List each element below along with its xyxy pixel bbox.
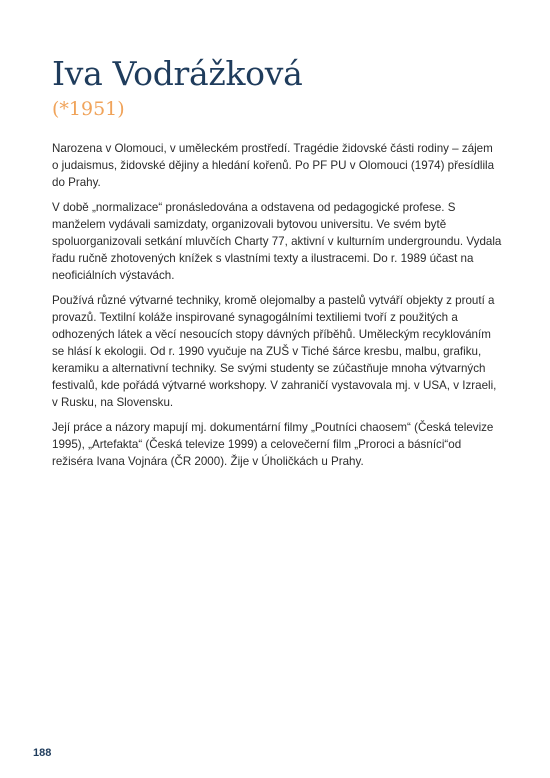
biography-paragraph: Používá různé výtvarné techniky, kromě olejomalby a pastelů vytváří objekty z proutí a provazů. Textilní koláže inspirované synagogálními textiliemi tvoří z použitých a odhozených látek a věcí nesoucích stopy dávných příběhů. Uměleckým recyklováním se hlásí k ekologii. Od r. 1990 vyučuje na ZUŠ v Tiché šárce kresbu, malbu, grafiku, keramiku a alternativní techniky. Se svými studenty se zúčastňuje mnoha výtvarných festivalů, kde pořádá výtvarné workshopy. V zahraničí vystavovala mj. v USA, v Izraeli, v Rusku, na Slovensku. [52,294,497,409]
biography-text [52,140,502,478]
person-name-heading: Iva Vodrážková [52,54,303,93]
biography-paragraph: Narozena v Olomouci, v uměleckém prostředí. Tragédie židovské části rodiny – zájem o judaismus, židovské dějiny a hledání kořenů. Po PF PU v Olomouci (1974) přesídlila do Prahy. [52,142,495,189]
birth-year: (*1951) [52,98,125,120]
page-number: 188 [33,747,52,759]
biography-paragraph: Její práce a názory mapují mj. dokumentární filmy „Poutníci chaosem“ (Česká televize 1995), „Artefakta“ (Česká televize 1999) a celovečerní film „Proroci a básníci“od režiséra Ivana Vojnára (ČR 2000). Žije v Úholičkách u Prahy. [52,421,494,468]
biography-paragraph: V době „normalizace“ pronásledována a odstavena od pedagogické profese. S manželem vydávali samizdaty, organizovali bytovou universitu. Ve svém bytě spoluorganizovali setkání mluvčích Charty 77, aktivní v kulturním undergroundu. Vydala řadu ručně zhotovených knížek s vlastními texty a ilustracemi. Do r. 1989 účast na neoficiálních výstavách. [52,201,502,282]
